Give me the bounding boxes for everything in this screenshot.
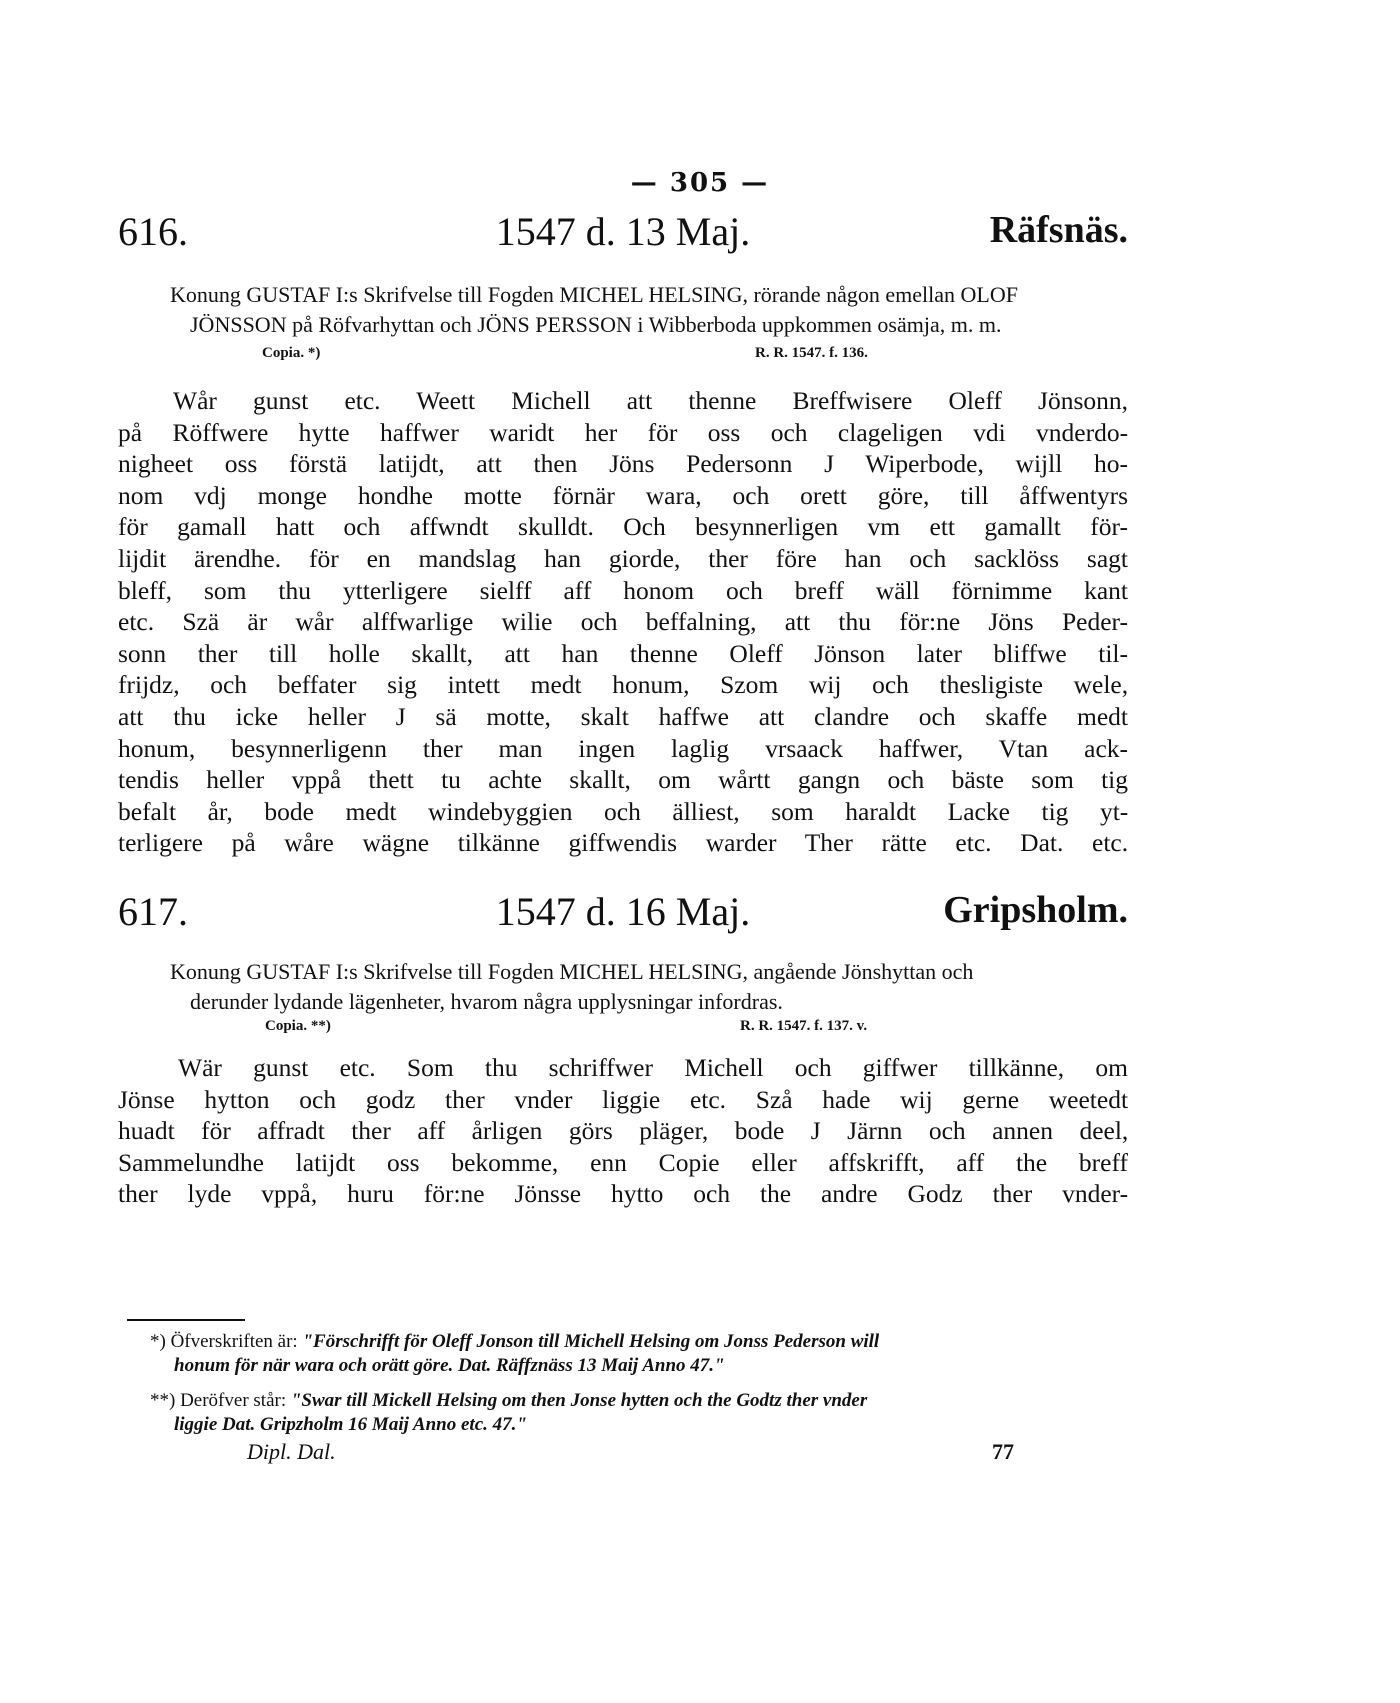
letter-text xyxy=(118,385,1128,859)
copia-reference: Copia. *) xyxy=(262,345,321,361)
text-line: huadt för affradt ther aff årligen görs pläger, bode J Järnn och annen deel, xyxy=(118,1116,1129,1146)
copia-reference: Copia. **) xyxy=(265,1018,331,1034)
entry-summary xyxy=(170,957,1135,1017)
text-line: bleff, som thu ytterligere sielff aff honom och breff wäll förnimme kant xyxy=(118,575,1128,605)
text-line: att thu icke heller J sä motte, skalt haffwe att clandre och skaffe medt xyxy=(118,701,1128,731)
text-line: Wär gunst etc. Som thu schriffwer Michell och giffwer tillkänne, om xyxy=(178,1053,1128,1082)
summary-line: Konung GUSTAF I:s Skrifvelse till Fogden MICHEL HELSING, angående Jönshyttan och xyxy=(170,959,974,984)
footnote-quote: "Swar till Mickell Helsing om then Jonse hytten och the Godtz ther vnder xyxy=(290,1390,868,1411)
text-line: terligere på wåre wägne tilkänne giffwendis warder Ther rätte etc. Dat. etc. xyxy=(118,828,1129,858)
register-reference: R. R. 1547. f. 136. xyxy=(755,345,868,361)
footnote-quote: "Förschrifft för Oleff Jonson till Michell Helsing om Jonss Pederson will xyxy=(302,1331,880,1352)
text-line: Wår gunst etc. Weett Michell att thenne Breffwisere Oleff Jönsonn, xyxy=(173,386,1128,415)
text-line: Jönse hytton och godz ther vnder liggie etc. Szå hade wij gerne weetedt xyxy=(118,1084,1129,1114)
text-line: tendis heller vppå thett tu achte skallt, om wårtt gangn och bäste som tig xyxy=(118,765,1128,795)
entry-place: Räfsnäs. xyxy=(989,209,1128,251)
footnote xyxy=(150,1389,1135,1437)
entry-place: Gripsholm. xyxy=(943,889,1128,931)
entry-header xyxy=(118,888,1128,936)
text-line: honum, besynnerligenn ther man ingen laglig vrsaack haffwer, Vtan ack- xyxy=(118,733,1128,763)
page-number: — 305 — xyxy=(630,168,770,198)
text-line: frijdz, och beffater sig intett medt honum, Szom wij och thesligiste wele, xyxy=(118,670,1129,700)
text-line: ther lyde vppå, huru för:ne Jönsse hytto och the andre Godz ther vnder- xyxy=(118,1179,1129,1209)
entry-header xyxy=(118,208,1128,256)
entry-number: 617. xyxy=(118,889,188,934)
register-reference: R. R. 1547. f. 137. v. xyxy=(740,1018,868,1034)
text-line: Sammelundhe latijdt oss bekomme, enn Copie eller affskrifft, aff the breff xyxy=(118,1147,1128,1177)
text-line: för gamall hatt och affwndt skulldt. Och besynnerligen vm ett gamallt för- xyxy=(118,512,1128,542)
text-line: lijdit ärendhe. för en mandslag han giorde, ther före han och sacklöss sagt xyxy=(118,543,1129,573)
footnote-quote: honum för när wara och orätt göre. Dat. Räffznäss 13 Maij Anno 47." xyxy=(174,1355,725,1376)
footnote-mark: *) Öfverskriften är: xyxy=(150,1331,298,1352)
entry-date: 1547 d. 16 Maj. xyxy=(495,889,751,934)
text-line: befalt år, bode medt windebyggien och älliest, som haraldt Lacke tig yt- xyxy=(118,796,1129,826)
text-line: sonn ther till holle skallt, att han thenne Oleff Jönson later bliffwe til- xyxy=(118,638,1128,668)
summary-line: Konung GUSTAF I:s Skrifvelse till Fogden MICHEL HELSING, rörande någon emellan OLOF xyxy=(170,282,1018,307)
text-line: på Röffwere hytte haffwer waridt her för oss och clageligen vdi vnderdo- xyxy=(118,417,1129,447)
entry-date: 1547 d. 13 Maj. xyxy=(495,209,751,254)
entry-summary xyxy=(170,280,1135,340)
signature-right: 77 xyxy=(992,1439,1014,1464)
text-line: etc. Szä är wår alffwarlige wilie och beffalning, att thu för:ne Jöns Peder- xyxy=(118,607,1128,637)
letter-text xyxy=(118,1052,1128,1210)
footnote xyxy=(150,1330,1135,1378)
footnote-divider xyxy=(127,1319,245,1321)
footnote-mark: **) Deröfver står: xyxy=(150,1390,287,1411)
summary-line: JÖNSSON på Röfvarhyttan och JÖNS PERSSON i Wibberboda uppkommen osämja, m. m. xyxy=(190,312,1002,337)
text-line: nom vdj monge hondhe motte förnär wara, och orett göre, till åffwentyrs xyxy=(118,480,1128,510)
summary-line: derunder lydande lägenheter, hvarom några upplysningar infordras. xyxy=(190,989,783,1014)
signature-left: Dipl. Dal. xyxy=(247,1439,336,1464)
footnote-quote: liggie Dat. Gripzholm 16 Maij Anno etc. 47." xyxy=(174,1414,527,1435)
text-line: nigheet oss förstä latijdt, att then Jöns Pedersonn J Wiperbode, wijll ho- xyxy=(118,449,1128,479)
entry-number: 616. xyxy=(118,209,188,254)
